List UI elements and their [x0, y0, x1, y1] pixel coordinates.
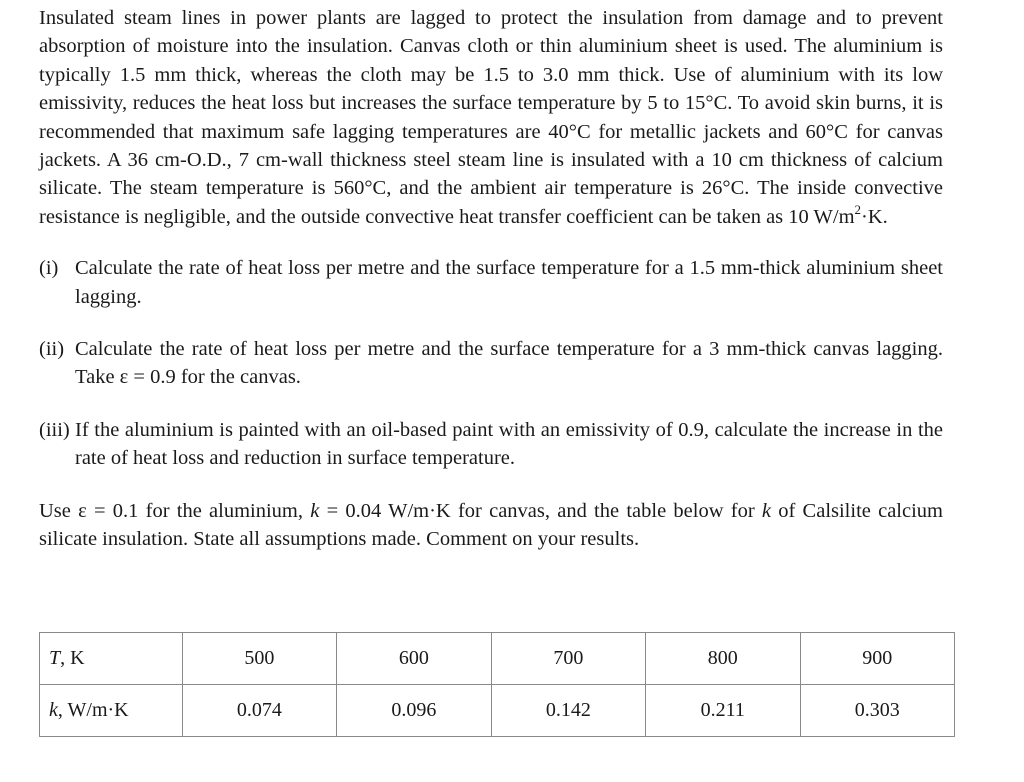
question-text: If the aluminium is painted with an oil-based paint with an emissivity of 0.9, calculate the increase in the rate of heat loss and reduction in surface temperature.	[75, 418, 943, 470]
temperature-cell: 800	[646, 633, 800, 685]
temperature-row	[40, 633, 955, 685]
conductivity-cell: 0.074	[182, 685, 336, 737]
conductivity-header: k, W/m·K	[40, 685, 183, 737]
note-text: of Calsilite calcium silicate insulation. State all assumptions made. Comment on your results.	[39, 499, 943, 551]
temperature-cell: 900	[800, 633, 955, 685]
temperature-header: T, K	[40, 633, 183, 685]
note-k-symbol: k	[761, 499, 771, 522]
intro-text: Insulated steam lines in power plants are lagged to protect the insulation from damage and to prevent absorption of moisture into the insulation. Canvas cloth or thin aluminium sheet is used. The aluminium is typically 1.5 mm thick, whereas the cloth may be 1.5 to 3.0 mm thick. Use of aluminium with its low emissivity, reduces the heat loss but increases the surface temperature by 5 to 15°C. To avoid skin burns, it is recommended that maximum safe lagging temperatures are 40°C for metallic jackets and 60°C for canvas jackets. A 36 cm-O.D., 7 cm-wall thickness steel steam line is insulated with a 10 cm thickness of calcium silicate. The steam temperature is 560°C, and the ambient air temperature is 26°C. The inside convective resistance is negligible, and the outside convective heat transfer coefficient can be taken as 10 W/m	[39, 7, 943, 228]
question-number: (ii)	[39, 338, 65, 361]
question-text: Calculate the rate of heat loss per metre and the surface temperature for a 3 mm-thick canvas lagging. Take ε = 0.9 for the canvas.	[75, 338, 943, 389]
question-1	[39, 254, 943, 311]
conductivity-cell: 0.096	[337, 685, 491, 737]
note-k-symbol: k	[310, 499, 320, 522]
conductivity-table	[39, 632, 955, 737]
conductivity-cell: 0.303	[800, 685, 955, 737]
conductivity-cell: 0.142	[491, 685, 645, 737]
question-2	[39, 335, 943, 392]
intro-paragraph	[39, 4, 943, 231]
temperature-cell: 700	[491, 633, 645, 685]
note-text: Use ε = 0.1 for the aluminium,	[39, 499, 311, 522]
question-number: (i)	[39, 257, 59, 280]
problem-statement	[39, 4, 943, 574]
temperature-cell: 600	[337, 633, 491, 685]
question-number: (iii)	[39, 418, 70, 441]
given-data-note	[39, 497, 943, 554]
note-text: = 0.04 W/m·K for canvas, and the table below for	[319, 499, 762, 522]
conductivity-row	[40, 685, 955, 737]
question-3	[39, 416, 943, 473]
conductivity-cell: 0.211	[646, 685, 800, 737]
question-text: Calculate the rate of heat loss per metre and the surface temperature for a 1.5 mm-thick aluminium sheet lagging.	[75, 257, 943, 308]
temperature-cell: 500	[182, 633, 336, 685]
intro-text-end: ·K.	[861, 205, 888, 228]
intro-superscript: 2	[854, 202, 862, 218]
